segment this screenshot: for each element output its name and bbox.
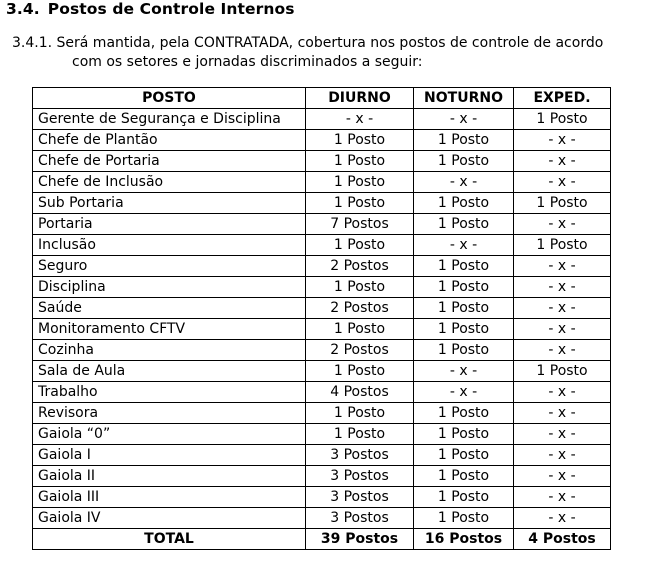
table-body (33, 109, 611, 550)
cell-diurno: 1 Posto (306, 235, 414, 256)
table-row (33, 130, 611, 151)
cell-exped: - x - (514, 508, 611, 529)
cell-posto: Saúde (33, 298, 306, 319)
cell-noturno: 1 Posto (414, 424, 514, 445)
cell-diurno: 1 Posto (306, 151, 414, 172)
table-row (33, 361, 611, 382)
cell-noturno: 1 Posto (414, 256, 514, 277)
cell-diurno: 1 Posto (306, 361, 414, 382)
cell-exped: - x - (514, 151, 611, 172)
section-number: 3.4. (6, 0, 40, 18)
cell-posto: Chefe de Plantão (33, 130, 306, 151)
cell-diurno: 3 Postos (306, 466, 414, 487)
table-row (33, 151, 611, 172)
cell-noturno: - x - (414, 172, 514, 193)
cell-diurno: 2 Postos (306, 340, 414, 361)
header-exped: EXPED. (514, 88, 611, 109)
cell-diurno: 3 Postos (306, 508, 414, 529)
cell-noturno: 1 Posto (414, 466, 514, 487)
table-row (33, 193, 611, 214)
cell-posto: Sala de Aula (33, 361, 306, 382)
paragraph-line-1: 3.4.1. Será mantida, pela CONTRATADA, cobertura nos postos de controle de acordo (12, 35, 604, 51)
table-row (33, 172, 611, 193)
cell-noturno: 1 Posto (414, 277, 514, 298)
table-row (33, 235, 611, 256)
table-row (33, 424, 611, 445)
cell-noturno: 1 Posto (414, 298, 514, 319)
table-row (33, 298, 611, 319)
cell-posto: Chefe de Portaria (33, 151, 306, 172)
cell-noturno: 1 Posto (414, 508, 514, 529)
cell-exped: - x - (514, 487, 611, 508)
cell-exped: - x - (514, 424, 611, 445)
header-noturno: NOTURNO (414, 88, 514, 109)
total-label: TOTAL (33, 529, 306, 550)
cell-posto: Sub Portaria (33, 193, 306, 214)
cell-noturno: - x - (414, 109, 514, 130)
cell-exped: - x - (514, 403, 611, 424)
section-title: Postos de Controle Internos (47, 0, 295, 18)
cell-posto: Seguro (33, 256, 306, 277)
cell-diurno: - x - (306, 109, 414, 130)
cell-exped: - x - (514, 130, 611, 151)
cell-noturno: 1 Posto (414, 151, 514, 172)
section-heading (6, 0, 295, 18)
cell-posto: Inclusão (33, 235, 306, 256)
cell-exped: - x - (514, 256, 611, 277)
cell-exped: - x - (514, 277, 611, 298)
cell-posto: Disciplina (33, 277, 306, 298)
cell-diurno: 4 Postos (306, 382, 414, 403)
cell-posto: Gaiola “0” (33, 424, 306, 445)
cell-noturno: 1 Posto (414, 214, 514, 235)
cell-noturno: 1 Posto (414, 193, 514, 214)
cell-posto: Gaiola I (33, 445, 306, 466)
cell-noturno: 1 Posto (414, 340, 514, 361)
cell-noturno: - x - (414, 235, 514, 256)
total-noturno: 16 Postos (414, 529, 514, 550)
cell-exped: 1 Posto (514, 235, 611, 256)
cell-posto: Gaiola II (33, 466, 306, 487)
cell-noturno: 1 Posto (414, 487, 514, 508)
cell-exped: - x - (514, 466, 611, 487)
cell-exped: - x - (514, 298, 611, 319)
header-posto: POSTO (33, 88, 306, 109)
cell-diurno: 1 Posto (306, 424, 414, 445)
cell-exped: 1 Posto (514, 193, 611, 214)
cell-noturno: 1 Posto (414, 403, 514, 424)
cell-noturno: 1 Posto (414, 130, 514, 151)
table-row (33, 508, 611, 529)
table-total-row (33, 529, 611, 550)
table-row (33, 340, 611, 361)
cell-posto: Portaria (33, 214, 306, 235)
cell-diurno: 1 Posto (306, 403, 414, 424)
postos-table (32, 87, 611, 550)
cell-exped: 1 Posto (514, 361, 611, 382)
cell-posto: Cozinha (33, 340, 306, 361)
total-exped: 4 Postos (514, 529, 611, 550)
cell-diurno: 1 Posto (306, 277, 414, 298)
paragraph-line-2: com os setores e jornadas discriminados a seguir: (72, 54, 423, 70)
cell-diurno: 2 Postos (306, 256, 414, 277)
cell-posto: Gerente de Segurança e Disciplina (33, 109, 306, 130)
table-row (33, 403, 611, 424)
total-diurno: 39 Postos (306, 529, 414, 550)
table-row (33, 277, 611, 298)
cell-noturno: 1 Posto (414, 445, 514, 466)
cell-exped: - x - (514, 340, 611, 361)
cell-exped: 1 Posto (514, 109, 611, 130)
cell-posto: Gaiola IV (33, 508, 306, 529)
cell-posto: Revisora (33, 403, 306, 424)
cell-noturno: - x - (414, 382, 514, 403)
cell-noturno: 1 Posto (414, 319, 514, 340)
table-header-row (33, 88, 611, 109)
cell-posto: Trabalho (33, 382, 306, 403)
table-row (33, 445, 611, 466)
cell-diurno: 7 Postos (306, 214, 414, 235)
header-diurno: DIURNO (306, 88, 414, 109)
table-row (33, 466, 611, 487)
table-row (33, 382, 611, 403)
cell-posto: Monitoramento CFTV (33, 319, 306, 340)
cell-exped: - x - (514, 172, 611, 193)
table-row (33, 319, 611, 340)
cell-diurno: 2 Postos (306, 298, 414, 319)
cell-exped: - x - (514, 445, 611, 466)
table-row (33, 109, 611, 130)
cell-diurno: 3 Postos (306, 445, 414, 466)
cell-diurno: 3 Postos (306, 487, 414, 508)
cell-diurno: 1 Posto (306, 130, 414, 151)
table-row (33, 256, 611, 277)
cell-noturno: - x - (414, 361, 514, 382)
cell-posto: Chefe de Inclusão (33, 172, 306, 193)
intro-paragraph (12, 34, 603, 72)
cell-exped: - x - (514, 319, 611, 340)
cell-diurno: 1 Posto (306, 319, 414, 340)
cell-exped: - x - (514, 382, 611, 403)
cell-exped: - x - (514, 214, 611, 235)
cell-posto: Gaiola III (33, 487, 306, 508)
table-row (33, 214, 611, 235)
cell-diurno: 1 Posto (306, 193, 414, 214)
cell-diurno: 1 Posto (306, 172, 414, 193)
table-row (33, 487, 611, 508)
